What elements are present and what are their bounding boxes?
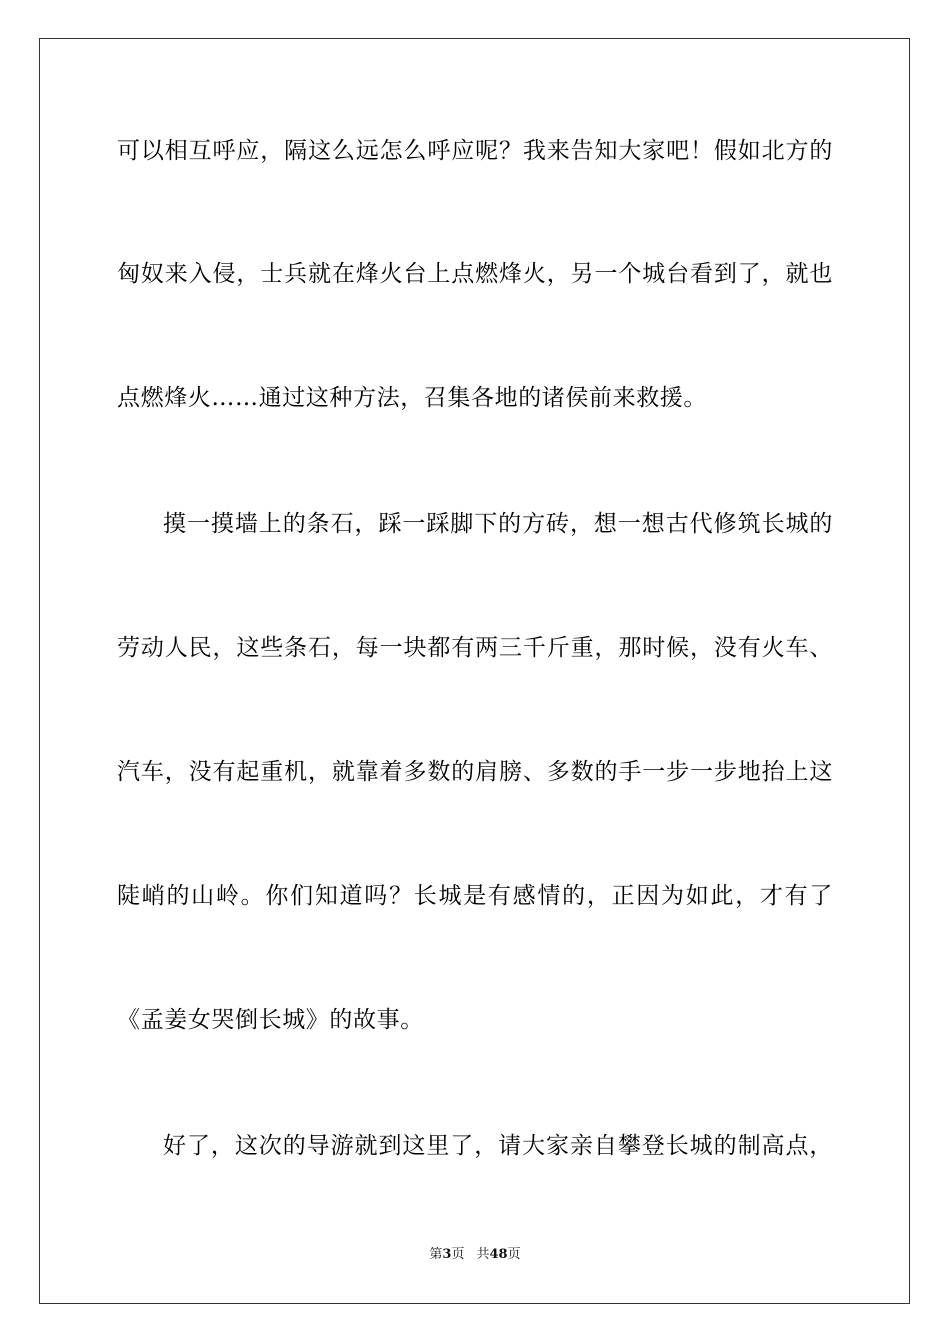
total-label-suffix: 页 [507,1247,521,1262]
page-label-prefix: 第 [429,1247,443,1262]
body-text-line-9: 好了，这次的导游就到这里了，请大家亲自攀登长城的制高点， [163,1133,833,1159]
total-label-prefix: 共 [476,1247,490,1262]
body-text-line-1: 可以相互呼应，隔这么远怎么呼应呢？我来告知大家吧！假如北方的 [117,138,833,164]
body-text-line-5: 劳动人民，这些条石，每一块都有两三千斤重，那时候，没有火车、 [117,635,833,661]
body-text-line-4: 摸一摸墙上的条石，踩一踩脚下的方砖，想一想古代修筑长城的 [163,511,833,537]
page-label-suffix: 页 [451,1247,465,1262]
page-footer [0,1247,950,1263]
body-text-line-2: 匈奴来入侵，士兵就在烽火台上点燃烽火，另一个城台看到了，就也 [117,261,833,287]
body-text-line-7: 陡峭的山岭。你们知道吗？长城是有感情的，正因为如此，才有了 [117,883,833,909]
body-text-line-6: 汽车，没有起重机，就靠着多数的肩膀、多数的手一步一步地抬上这 [117,759,833,785]
page-border [39,38,910,1304]
body-text-line-3: 点燃烽火……通过这种方法，召集各地的诸侯前来救援。 [117,385,707,411]
body-text-line-8: 《孟姜女哭倒长城》的故事。 [117,1007,424,1033]
page-number: 3 [442,1247,452,1262]
total-pages: 48 [489,1247,508,1262]
